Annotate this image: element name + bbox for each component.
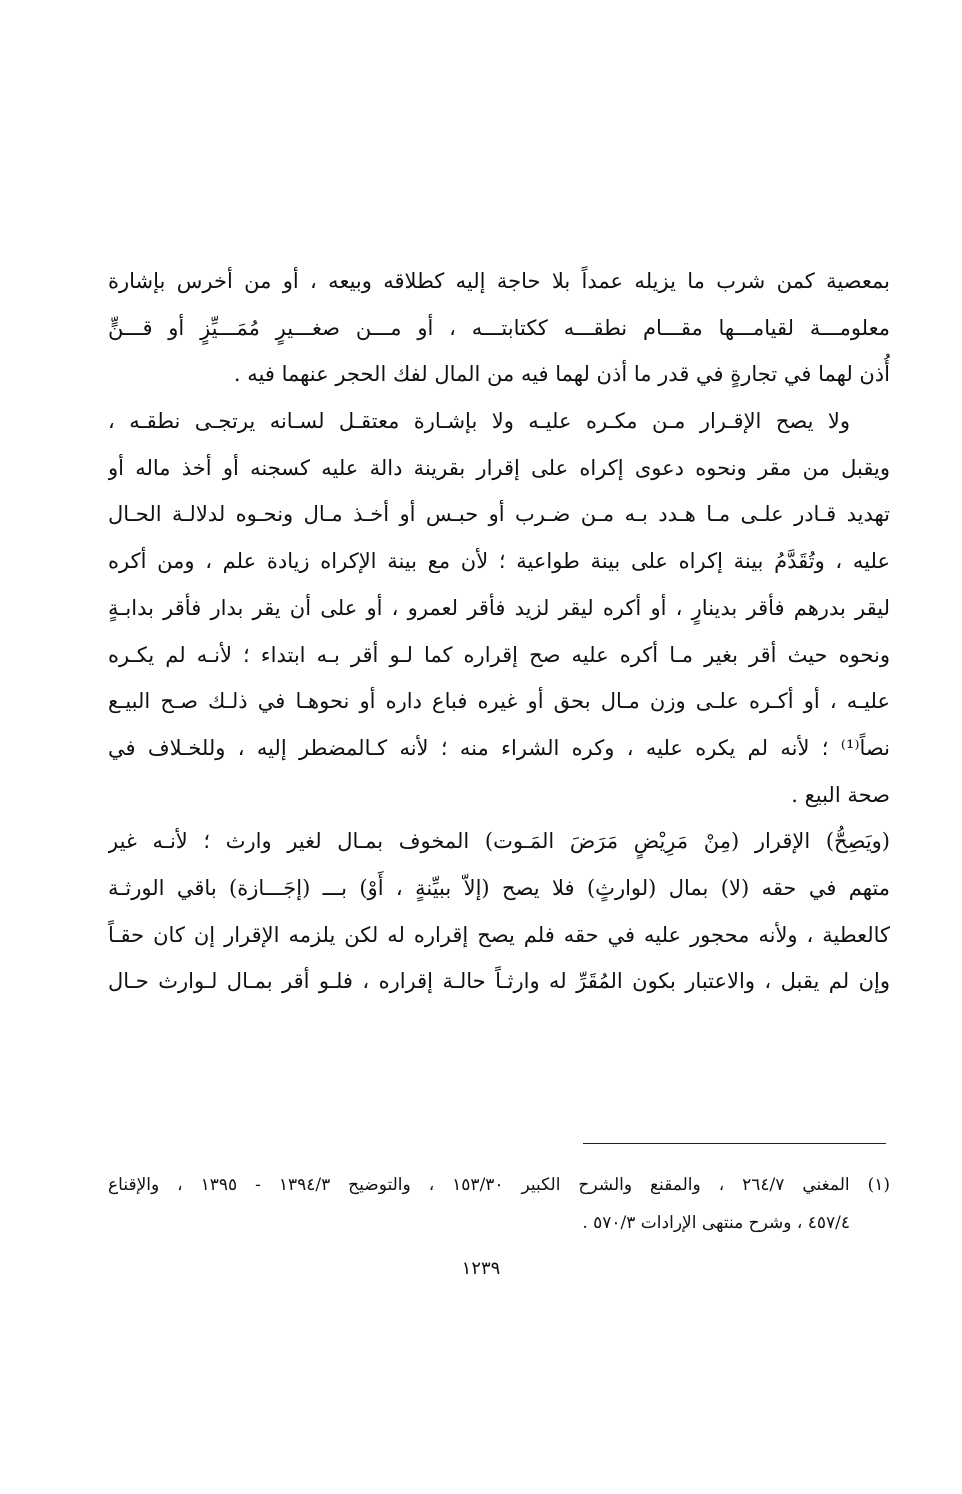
- text-line: عليه ، وتُقَدَّمُ بينة إكراه على بينة طواعية ؛ لأن مع بينة الإكراه زيادة علم ، ومن أكره: [108, 549, 890, 574]
- footnote-line: (١) المغني ٢٦٤/٧ ، والمقنع والشرح الكبير ١٥٣/٣٠ ، والتوضيح ١٣٩٤/٣ - ١٣٩٥ ، والإقناع: [108, 1175, 890, 1195]
- text-line: ويقبل من مقر ونحوه دعوى إكراه على إقرار بقرينة دالة عليه كسجنه أو أخذ ماله أو: [108, 455, 890, 480]
- text-line: ونحوه حيث أقر بغير مـا أكره عليه صح إقراره كما لـو أقر بـه ابتداء ؛ لأنـه لم يكـره: [108, 642, 890, 667]
- footnote-separator: [583, 1143, 886, 1144]
- text-line: (ويَصِحُّ) الإقرار (مِنْ مَرِيْضٍ مَرَضَ المَـوت) المخوف بمـال لغير وارث ؛ لأنـه غير: [108, 829, 890, 854]
- footnotes: [108, 1166, 890, 1242]
- text-line: صحة البيع .: [791, 782, 890, 807]
- text-line: وإن لم يقبل ، والاعتبار بكون المُقَرِّ له وارثـاً حالـة إقراره ، فلـو أقر بمـال لـوارث حـال: [108, 969, 890, 994]
- text-line: ليقر بدرهم فأقر بدينارٍ ، أو أكره ليقر لزيد فأقر لعمرو ، أو على أن يقر بدار فأقر بدابـةٍ: [108, 595, 890, 620]
- text-line: ولا يصح الإقـرار مـن مكـره عليـه ولا بإشـارة معتقـل لسـانه يرتجـى نطقـه ،: [108, 409, 850, 434]
- page-number: ١٢٣٩: [461, 1258, 501, 1279]
- text-line: كالعطية ، ولأنه محجور عليه في حقه فلم يصح إقراره له لكن يلزمه الإقرار إن كان حقـاً: [108, 922, 890, 947]
- text-line: عليـه ، أو أكـره علـى وزن مـال بحق أو غيره فباع داره أو نحوهـا في ذلـك صـح البيـع: [108, 689, 890, 714]
- text-line: نصاً⁽¹⁾ ؛ لأنه لم يكره عليه ، وكره الشراء منه ؛ لأنه كـالمضطر إليه ، وللخـلاف في: [108, 735, 890, 760]
- text-line: أُذن لهما في تجارةٍ في قدر ما أذن لهما فيه من المال لفك الحجر عنهما فيه .: [233, 362, 890, 387]
- text-line: بمعصية كمن شرب ما يزيله عمداً بلا حاجة إليه كطلاقه وبيعه ، أو من أخرس بإشارة: [108, 269, 890, 293]
- main-text-block: [108, 258, 890, 1005]
- text-line: تهديد قـادر علـى مـا هـدد بـه مـن ضـرب أو حبـس أو أخـذ مـال ونحـوه لدلالـة الحـال: [108, 502, 890, 527]
- footnote-line: ٤٥٧/٤ ، وشرح منتهى الإرادات ٥٧٠/٣ .: [582, 1213, 850, 1233]
- text-line: متهم في حقه (لا) بمال (لوارثٍ) فلا يصح (إلاّ ببيِّنةٍ ، أَوْ) بـــ (إجَـــازة) باقي الورثـة: [108, 875, 890, 900]
- text-line: معلومـــة لقيامـــها مقـــام نطقـــه ككتابتـــه ، أو مـــن صغـــيرٍ مُمَـــيِّزٍ أو قـــنٍّ: [108, 315, 890, 340]
